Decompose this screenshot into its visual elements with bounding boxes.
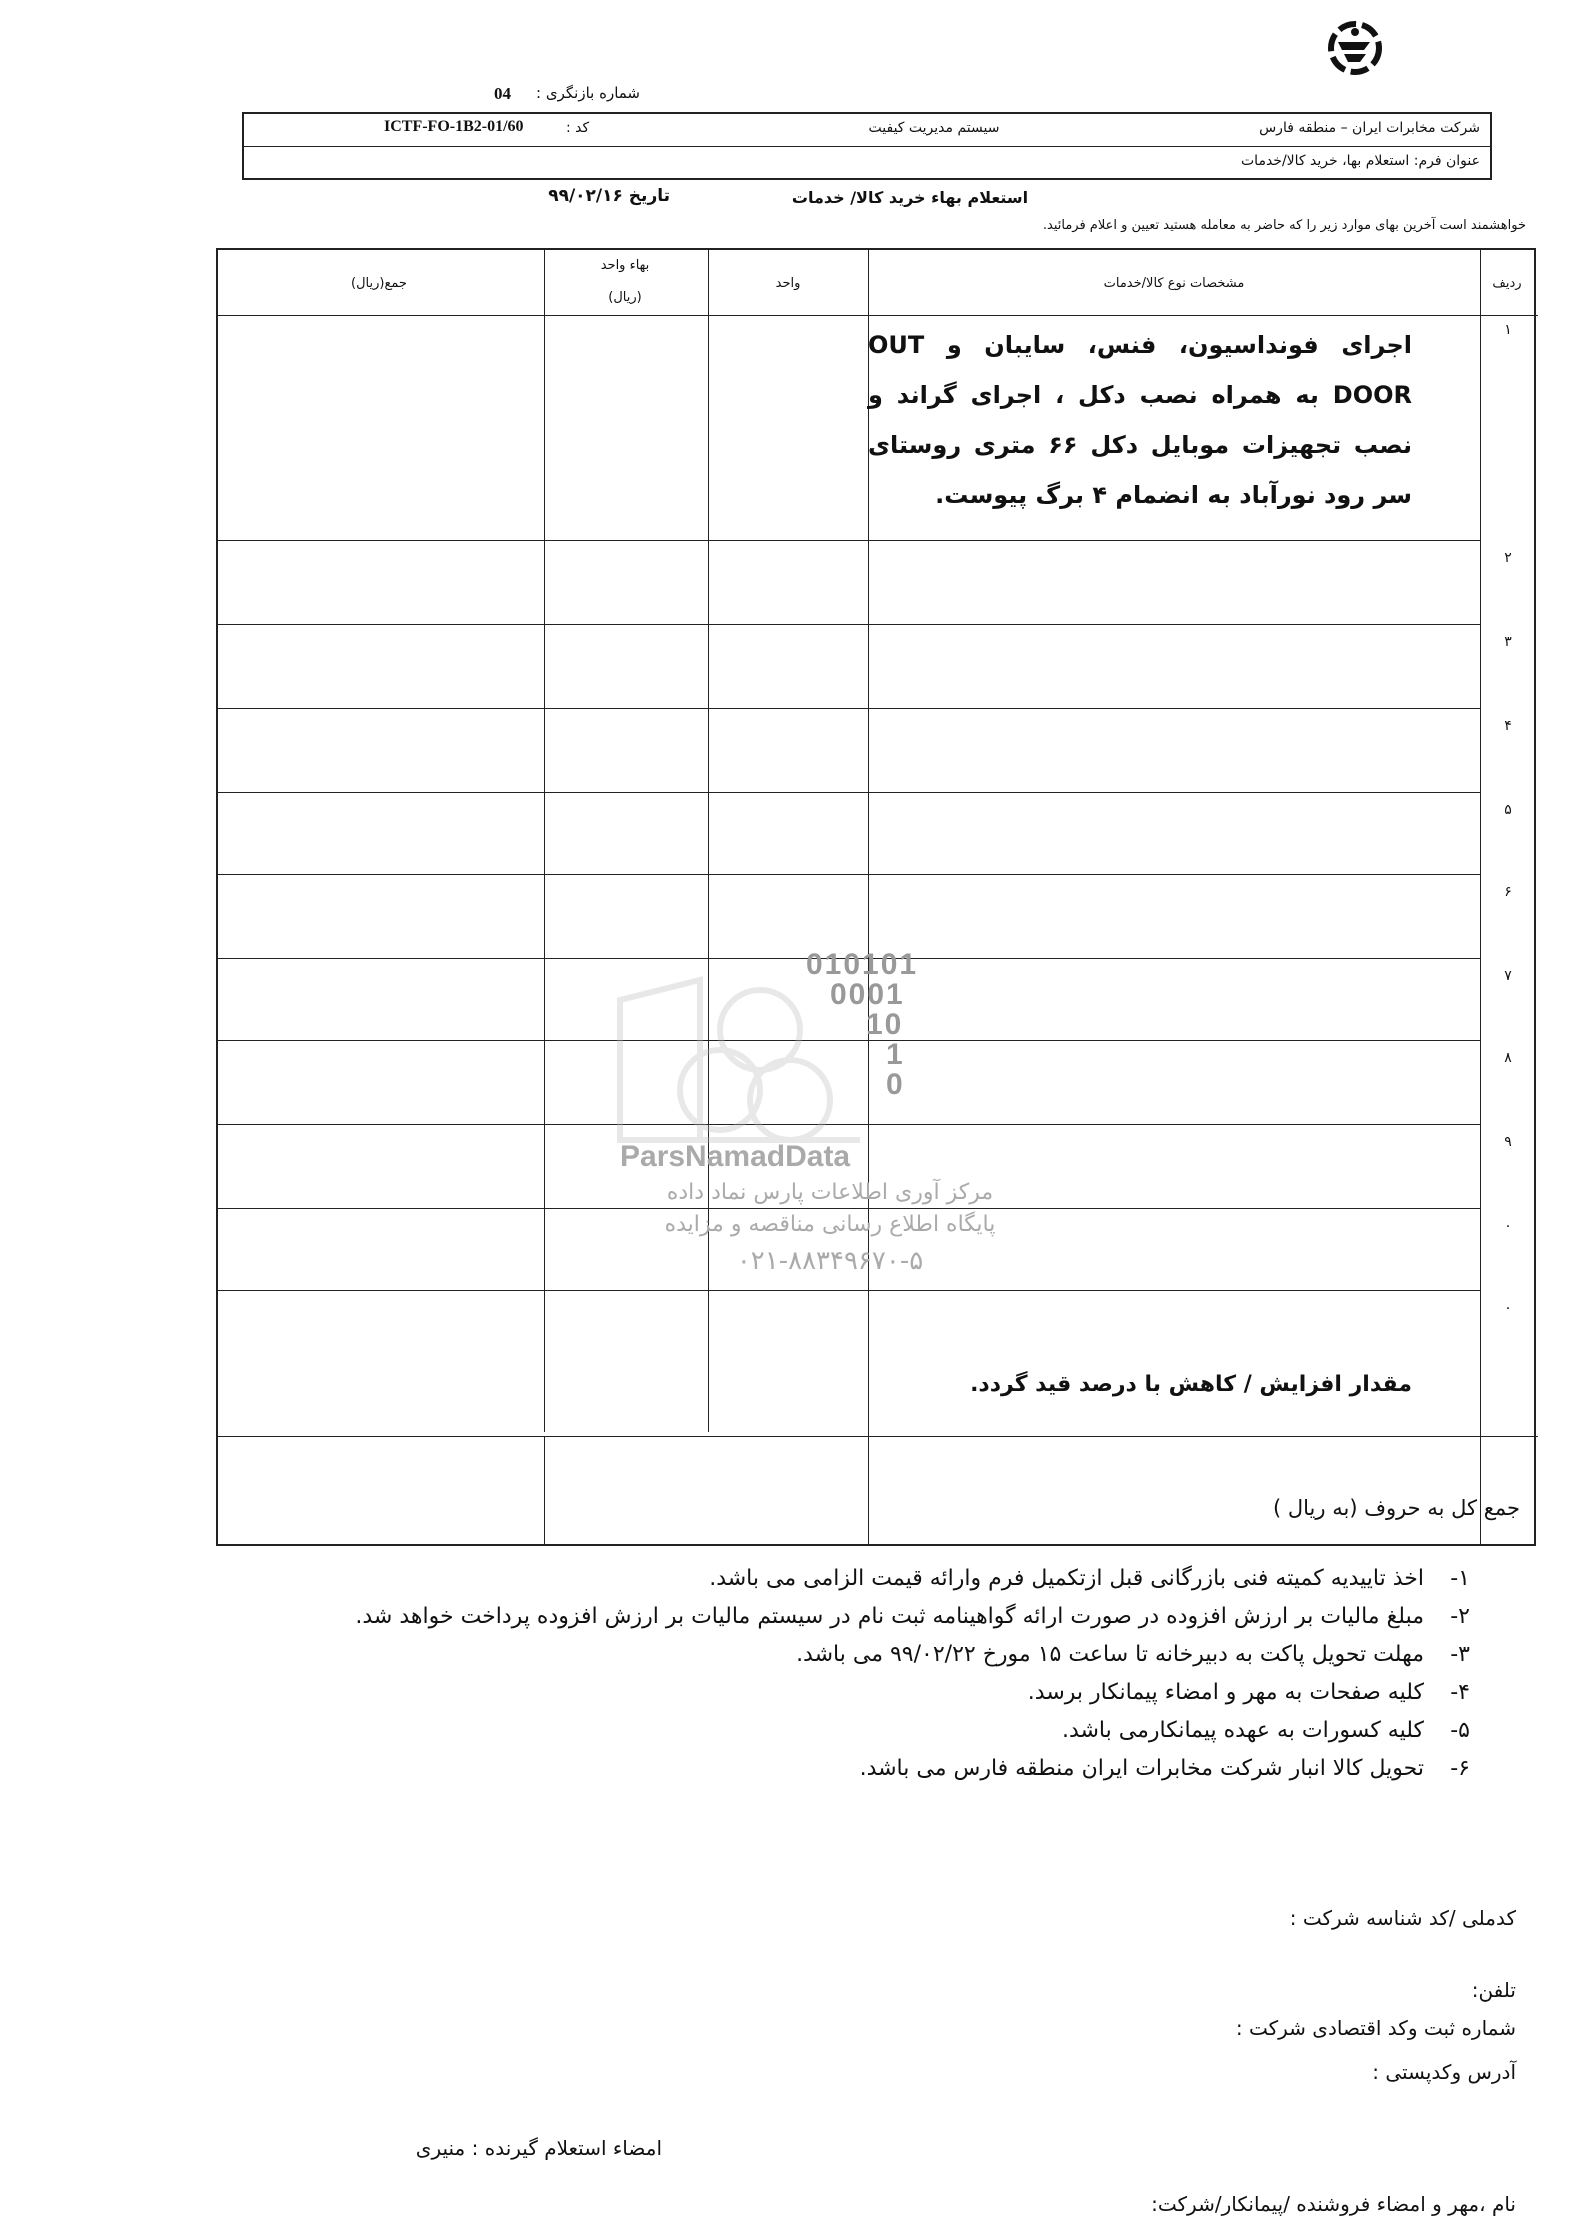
- header-divider: [244, 146, 1490, 147]
- list-item: ۵- کلیه کسورات به عهده پیمانکارمی باشد.: [1061, 1718, 1470, 1743]
- form-code: ICTF-FO-1B2-01/60: [384, 118, 524, 135]
- watermark-line2: پایگاه اطلاع رسانی مناقصه و مزایده: [664, 1212, 996, 1237]
- row-number: ۶: [1504, 884, 1512, 900]
- row-line: [218, 792, 1480, 793]
- inquiry-date: تاریخ ۹۹/۰۲/۱۶: [548, 186, 670, 206]
- row-line: [218, 708, 1480, 709]
- list-item: ۶- تحویل کالا انبار شرکت مخابرات ایران منطقه فارس می باشد.: [859, 1756, 1470, 1781]
- total-row-line: [218, 1436, 1538, 1437]
- seller-signature: نام ،مهر و امضاء فروشنده /پیمانکار/شرکت:: [1151, 2192, 1516, 2216]
- form-title: عنوان فرم: استعلام بها، خرید کالا/خدمات: [1241, 153, 1480, 169]
- row-number: ۴: [1504, 718, 1512, 734]
- header-row-number: ردیف: [1492, 276, 1522, 291]
- header-total: جمع(ریال): [351, 276, 407, 291]
- revision-label: شماره بازنگری :: [536, 84, 640, 102]
- row-line: [218, 624, 1480, 625]
- col-divider-total-row: [544, 1436, 545, 1544]
- terms-list: [250, 1560, 1470, 1788]
- row-number: ۲: [1504, 550, 1512, 566]
- row-number: ۸: [1504, 1050, 1512, 1066]
- watermark-phone: ۰۲۱-۸۸۳۴۹۶۷۰-۵: [736, 1246, 924, 1276]
- watermark-brand: ParsNamadData: [620, 1140, 851, 1173]
- request-text: خواهشمند است آخرین بهای موارد زیر را که حاضر به معامله هستید تعیین و اعلام فرمائید.: [1042, 218, 1526, 233]
- header-spec: مشخصات نوع کالا/خدمات: [1103, 276, 1245, 291]
- address-field: آدرس وکدپستی :: [1372, 2060, 1516, 2084]
- row-number: ۷: [1504, 968, 1512, 984]
- header-unit-price: بهاء واحد: [600, 258, 650, 273]
- item-description: اجرای فونداسیون، فنس، سایبان و OUT DOOR به همراه نصب دکل ، اجرای گراند و نصب تجهیزات موبایل دکل ۶۶ متری روستای سر رود نورآباد به انضمام ۴ برگ پیوست.: [868, 331, 1412, 509]
- company-name: شرکت مخابرات ایران – منطقه فارس: [1259, 120, 1480, 136]
- form-header-box: [242, 112, 1492, 180]
- list-item: ۴- کلیه صفحات به مهر و امضاء پیمانکار برسد.: [1027, 1680, 1470, 1705]
- increase-decrease-note: مقدار افزایش / کاهش با درصد قید گردد.: [970, 1372, 1412, 1397]
- code-label: کد :: [566, 120, 590, 136]
- row-number: ۱: [1504, 322, 1512, 338]
- list-item: ۲- مبلغ مالیات بر ارزش افزوده در صورت ارائه گواهینامه ثبت نام در سیستم مالیات بر ارزش افزوده پرداخت خواهد شد.: [355, 1604, 1470, 1629]
- row-number: ۳: [1504, 634, 1512, 650]
- revision-value: 04: [494, 84, 511, 103]
- registration-field: شماره ثبت وکد اقتصادی شرکت :: [1235, 2016, 1516, 2040]
- row-number: ۵: [1504, 802, 1512, 818]
- row-line: [218, 540, 1480, 541]
- list-item: ۱- اخذ تاییدیه کمیته فنی بازرگانی قبل ازتکمیل فرم وارائه قیمت الزامی می باشد.: [709, 1566, 1470, 1591]
- row-number: ۰: [1504, 1300, 1512, 1316]
- list-item: ۳- مهلت تحویل پاکت به دبیرخانه تا ساعت ۱۵ مورخ ۹۹/۰۲/۲۲ می باشد.: [796, 1642, 1470, 1667]
- receiver-signature: امضاء استعلام گیرنده : منیری: [415, 2136, 662, 2160]
- header-row-line: [218, 315, 1538, 316]
- total-in-words: جمع کل به حروف (به ریال ): [1273, 1496, 1520, 1520]
- national-id-field: کدملی /کد شناسه شرکت :: [1289, 1906, 1516, 1930]
- header-unit-price-currency: (ریال): [608, 290, 642, 305]
- phone-field: تلفن:: [1471, 1978, 1516, 2002]
- system-name: سیستم مدیریت کیفیت: [868, 120, 1000, 136]
- watermark-line1: مرکز آوری اطلاعات پارس نماد داده: [666, 1180, 994, 1205]
- header-unit: واحد: [775, 276, 801, 291]
- page-title: استعلام بهاء خرید کالا/ خدمات: [791, 188, 1029, 207]
- col-divider-price: [544, 250, 545, 1432]
- row-line: [218, 874, 1480, 875]
- watermark-digits: 010101 0001 10 1 0: [806, 948, 919, 1101]
- company-logo: [1320, 18, 1390, 78]
- row-number: ۰: [1504, 1218, 1512, 1234]
- row-number: ۹: [1504, 1134, 1512, 1150]
